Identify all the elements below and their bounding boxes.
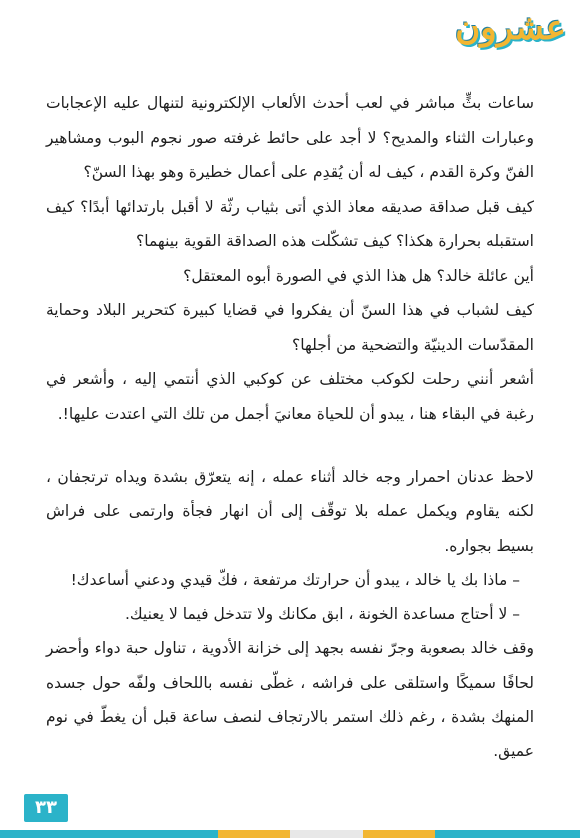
footer-color-bar (0, 830, 580, 838)
footer-bar-segment (363, 830, 436, 838)
paragraph: لاحظ عدنان احمرار وجه خالد أثناء عمله ، إنه يتعرّق بشدة ويداه ترتجفان ، لكنه يقاوم ويكمل عمله بلا توقّف إلى أن انهار فجأة وارتمى على فراش بسيط بجواره. (46, 468, 534, 555)
footer-bar-segment (218, 830, 291, 838)
paragraph: أين عائلة خالد؟ هل هذا الذي في الصورة أبوه المعتقل؟ (183, 266, 534, 285)
book-title-logo: عشرون (455, 8, 566, 48)
dialogue-line: – ماذا بك يا خالد ، يبدو أن حرارتك مرتفعة ، فكّ قيدي ودعني أساعدك! (70, 570, 520, 589)
dialogue-line: – لا أحتاج مساعدة الخونة ، ابق مكانك ولا تتدخل فيما لا يعنيك. (124, 605, 520, 624)
footer-bar-segment (290, 830, 363, 838)
paragraph: كيف قبل صداقة صديقه معاذ الذي أتى بثياب رثّة لا أقبل بارتدائها أبدًا؟ كيف استقبله بحرارة هكذا؟ كيف تشكّلت هذه الصداقة القوية بينهما؟ (46, 197, 534, 250)
footer-bar-segment (0, 830, 218, 838)
page-number-badge: ٣٣ (24, 794, 68, 822)
text-block-top (46, 86, 534, 431)
paragraph: ساعات بثٍّ مباشر في لعب أحدث الألعاب الإلكترونية لتنهال عليه الإعجابات وعبارات الثناء والمديح؟ لا أجد على حائط غرفته صور نجوم البوب ومشاهير الفنّ وكرة القدم ، كيف له أن يُقدِم على أعمال خطيرة وهو بهذا السنّ؟ (46, 94, 534, 181)
footer-bar-segment (435, 830, 580, 838)
paragraph: أشعر أنني رحلت لكوكب مختلف عن كوكبي الذي أنتمي إليه ، وأشعر في رغبة في البقاء هنا ، يبدو أن للحياة معانيَ أجمل من تلك التي اعتدت عليها!. (46, 370, 534, 423)
paragraph: كيف لشباب في هذا السنّ أن يفكروا في قضايا كبيرة كتحرير البلاد وحماية المقدّسات الدينيّة والتضحية من أجلها؟ (46, 301, 534, 354)
paragraph: وقف خالد بصعوبة وجرّ نفسه بجهد إلى خزانة الأدوية ، تناول حبة دواء وأحضر لحافًا سميكًا واستلقى على فراشه ، غطّى نفسه باللحاف ولفّه حول جسده المنهك بشدة ، رغم ذلك استمر بالارتجاف لنصف ساعة قبل أن يغطّ في نوم عميق. (46, 639, 534, 761)
text-block-bottom (46, 460, 534, 769)
